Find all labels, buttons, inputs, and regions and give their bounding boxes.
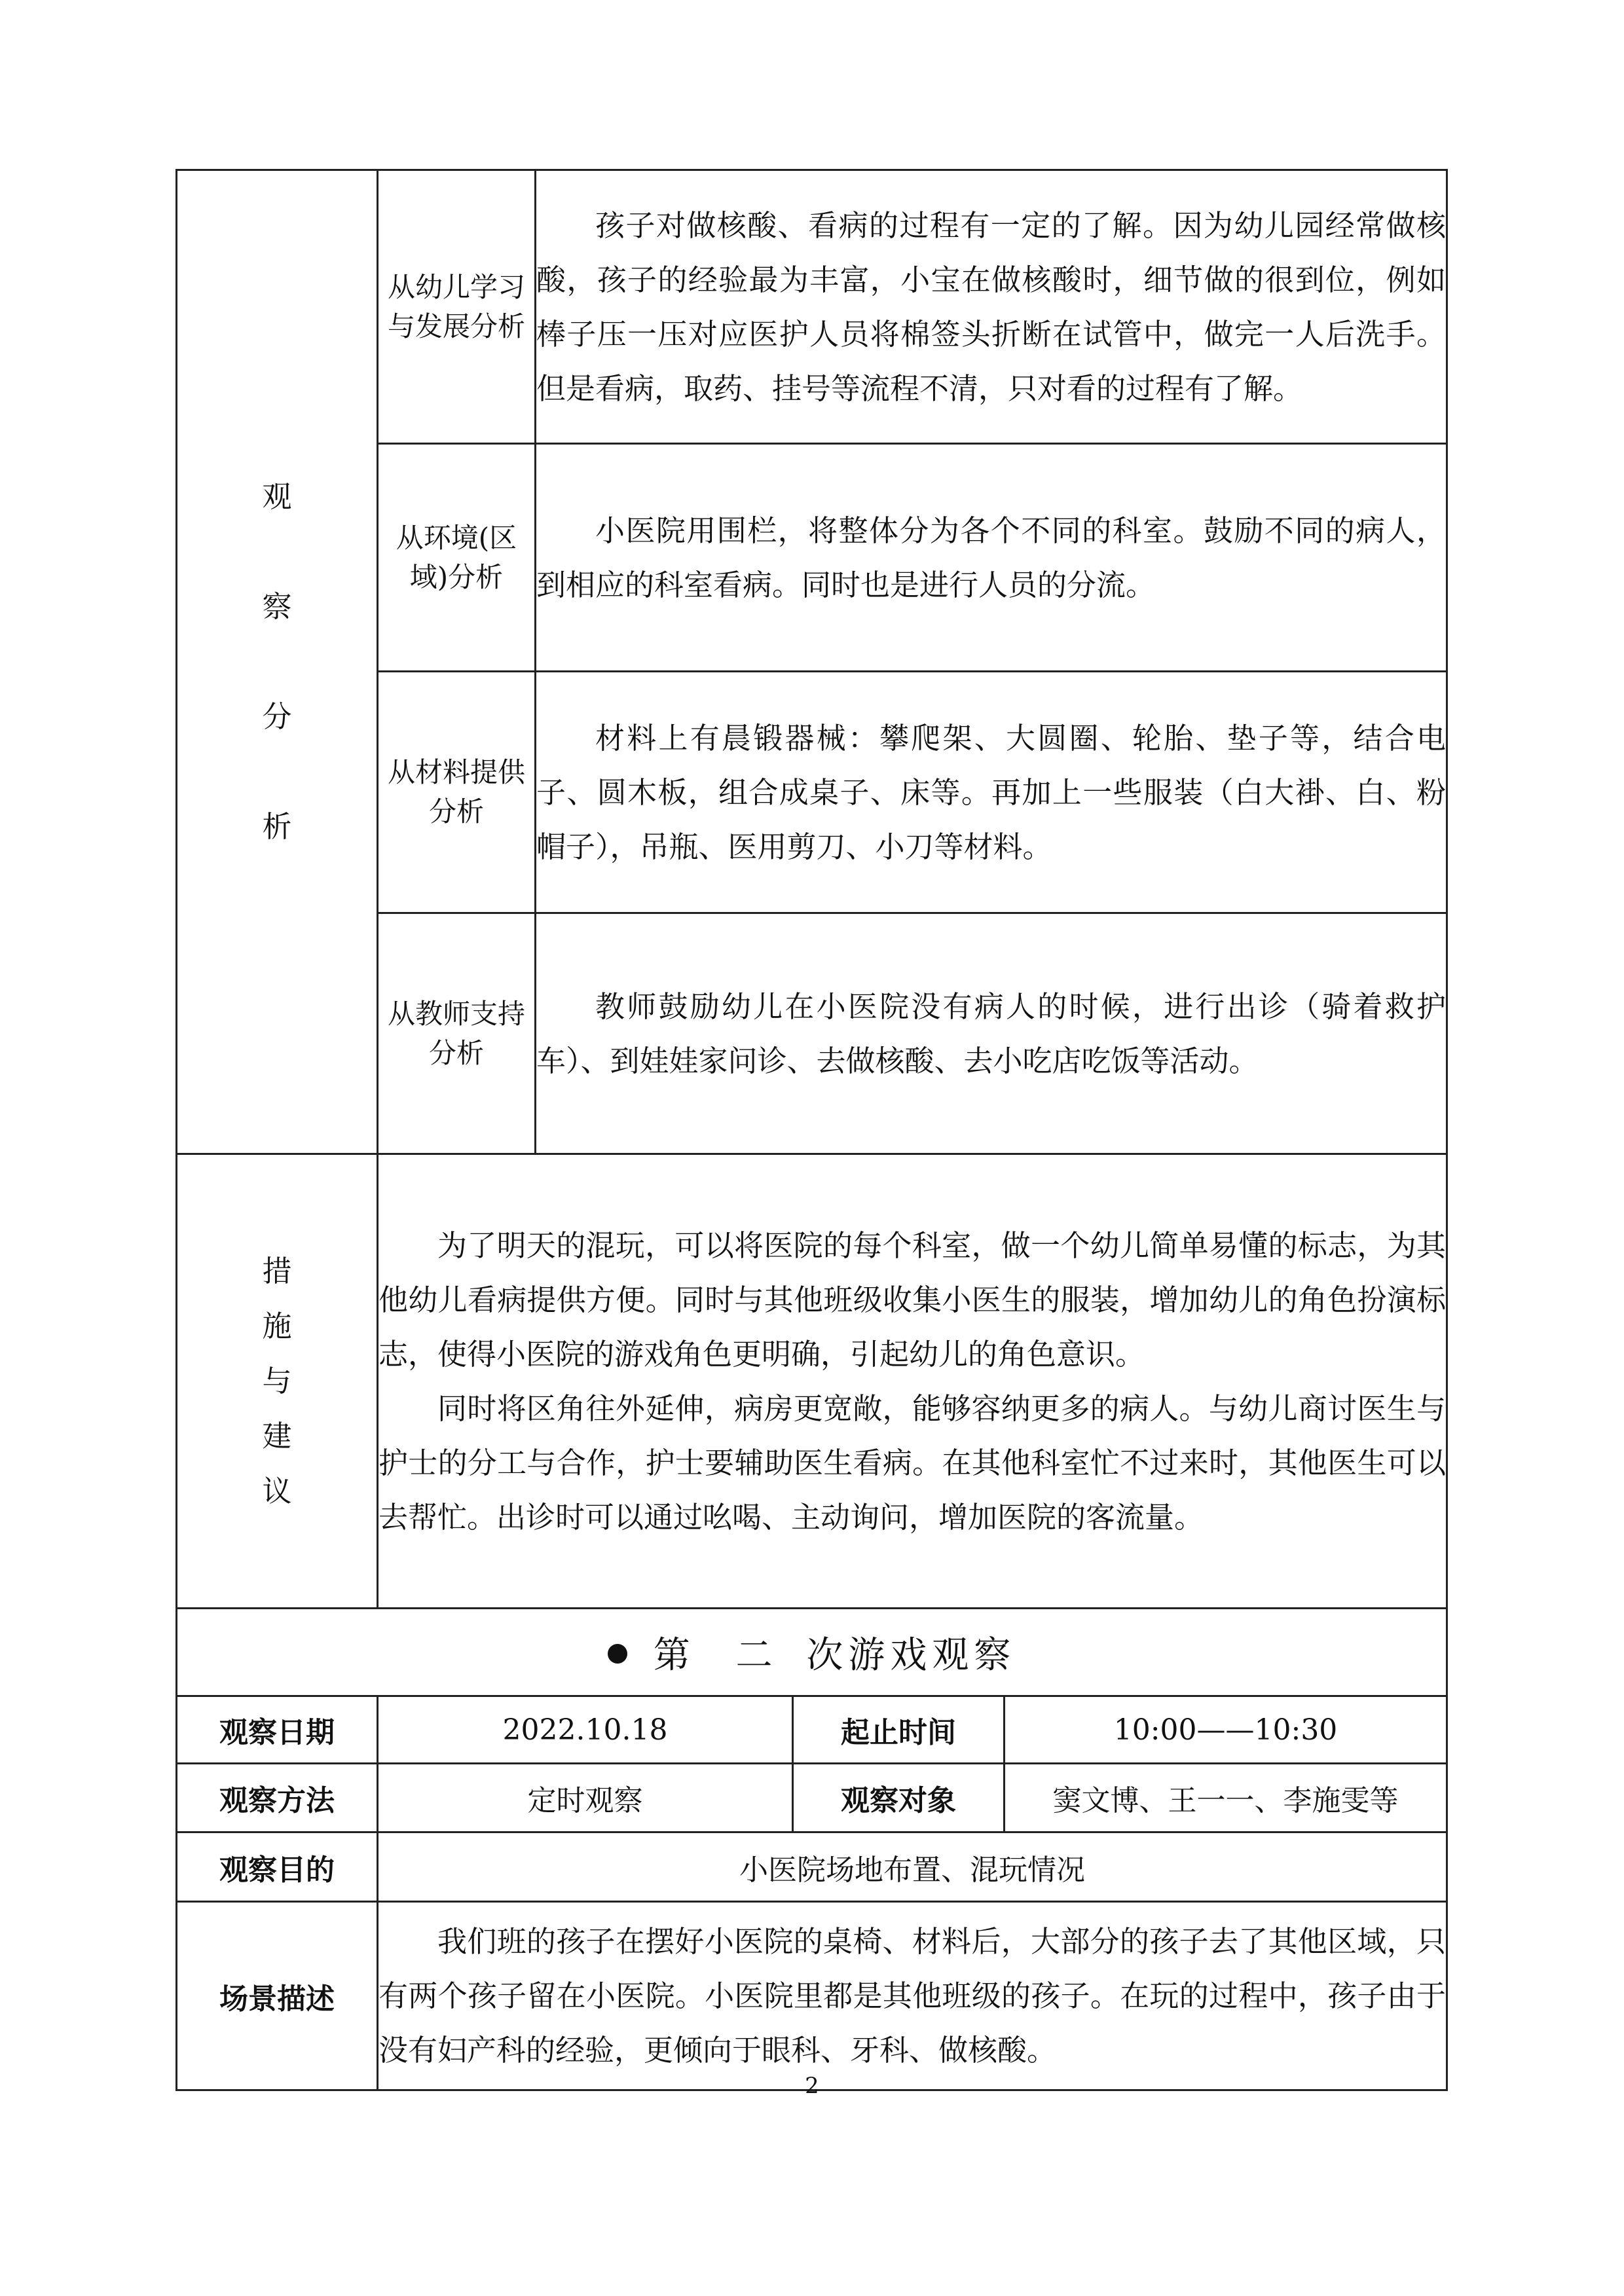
materials-analysis-label: 从材料提供分析 (378, 672, 536, 913)
scene-description-text: 我们班的孩子在摆好小医院的桌椅、材料后，大部分的孩子去了其他区域，只有两个孩子留在小医院。小医院里都是其他班级的孩子。在玩的过程中，孩子由于没有妇产科的经验，更倾向于眼科、牙科、做核酸。 (378, 1902, 1447, 2090)
date-time-row (177, 1696, 1447, 1764)
second-observation-heading: 第 二 次游戏观察 (177, 1609, 1447, 1696)
teacher-support-analysis-label: 从教师支持分析 (378, 913, 536, 1154)
observation-target-label: 观察对象 (793, 1764, 1005, 1832)
environment-analysis-text: 小医院用围栏，将整体分为各个不同的科室。鼓励不同的病人，到相应的科室看病。同时也是进行人员的分流。 (536, 444, 1447, 672)
observation-record-table (175, 169, 1448, 2091)
scene-description-label: 场景描述 (177, 1902, 378, 2090)
development-analysis-label: 从幼儿学习与发展分析 (378, 170, 536, 444)
observation-date-label: 观察日期 (177, 1696, 378, 1764)
start-end-time-label: 起止时间 (793, 1696, 1005, 1764)
measures-paragraph-2: 同时将区角往外延伸，病房更宽敞，能够容纳更多的病人。与幼儿商讨医生与护士的分工与合作，护士要辅助医生看病。在其他科室忙不过来时，其他医生可以去帮忙。出诊时可以通过吆喝、主动询问，增加医院的客流量。 (378, 1391, 1447, 1535)
bullet-icon (608, 1644, 627, 1664)
measures-text (378, 1154, 1447, 1609)
analysis-row-development (177, 170, 1447, 444)
page-number: 2 (805, 2073, 819, 2099)
observation-purpose-value: 小医院场地布置、混玩情况 (378, 1832, 1447, 1902)
environment-analysis-label: 从环境(区域)分析 (378, 444, 536, 672)
purpose-row (177, 1832, 1447, 1902)
observation-method-label: 观察方法 (177, 1764, 378, 1832)
development-analysis-text: 孩子对做核酸、看病的过程有一定的了解。因为幼儿园经常做核酸，孩子的经验最为丰富，小宝在做核酸时，细节做的很到位，例如棒子压一压对应医护人员将棉签头折断在试管中，做完一人后洗手。但是看病，取药、挂号等流程不清，只对看的过程有了解。 (536, 170, 1447, 444)
observation-analysis-label: 观 察 分 析 (177, 170, 378, 1154)
materials-analysis-text: 材料上有晨锻器械：攀爬架、大圆圈、轮胎、垫子等，结合电子、圆木板，组合成桌子、床等。再加上一些服装（白大褂、白、粉帽子），吊瓶、医用剪刀、小刀等材料。 (536, 672, 1447, 913)
measures-suggestions-label: 措 施 与 建 议 (177, 1154, 378, 1609)
start-end-time-value: 10:00——10:30 (1005, 1696, 1447, 1764)
teacher-support-analysis-text: 教师鼓励幼儿在小医院没有病人的时候，进行出诊（骑着救护车）、到娃娃家问诊、去做核酸、去小吃店吃饭等活动。 (536, 913, 1447, 1154)
scene-row (177, 1902, 1447, 2090)
method-target-row (177, 1764, 1447, 1832)
measures-paragraph-1: 为了明天的混玩，可以将医院的每个科室，做一个幼儿简单易懂的标志，为其他幼儿看病提供方便。同时与其他班级收集小医生的服装，增加幼儿的角色扮演标志，使得小医院的游戏角色更明确，引起幼儿的角色意识。 (378, 1228, 1447, 1372)
observation-date-value: 2022.10.18 (378, 1696, 793, 1764)
section-heading-row (177, 1609, 1447, 1696)
observation-purpose-label: 观察目的 (177, 1832, 378, 1902)
observation-method-value: 定时观察 (378, 1764, 793, 1832)
measures-row (177, 1154, 1447, 1609)
observation-target-value: 窦文博、王一一、李施雯等 (1005, 1764, 1447, 1832)
